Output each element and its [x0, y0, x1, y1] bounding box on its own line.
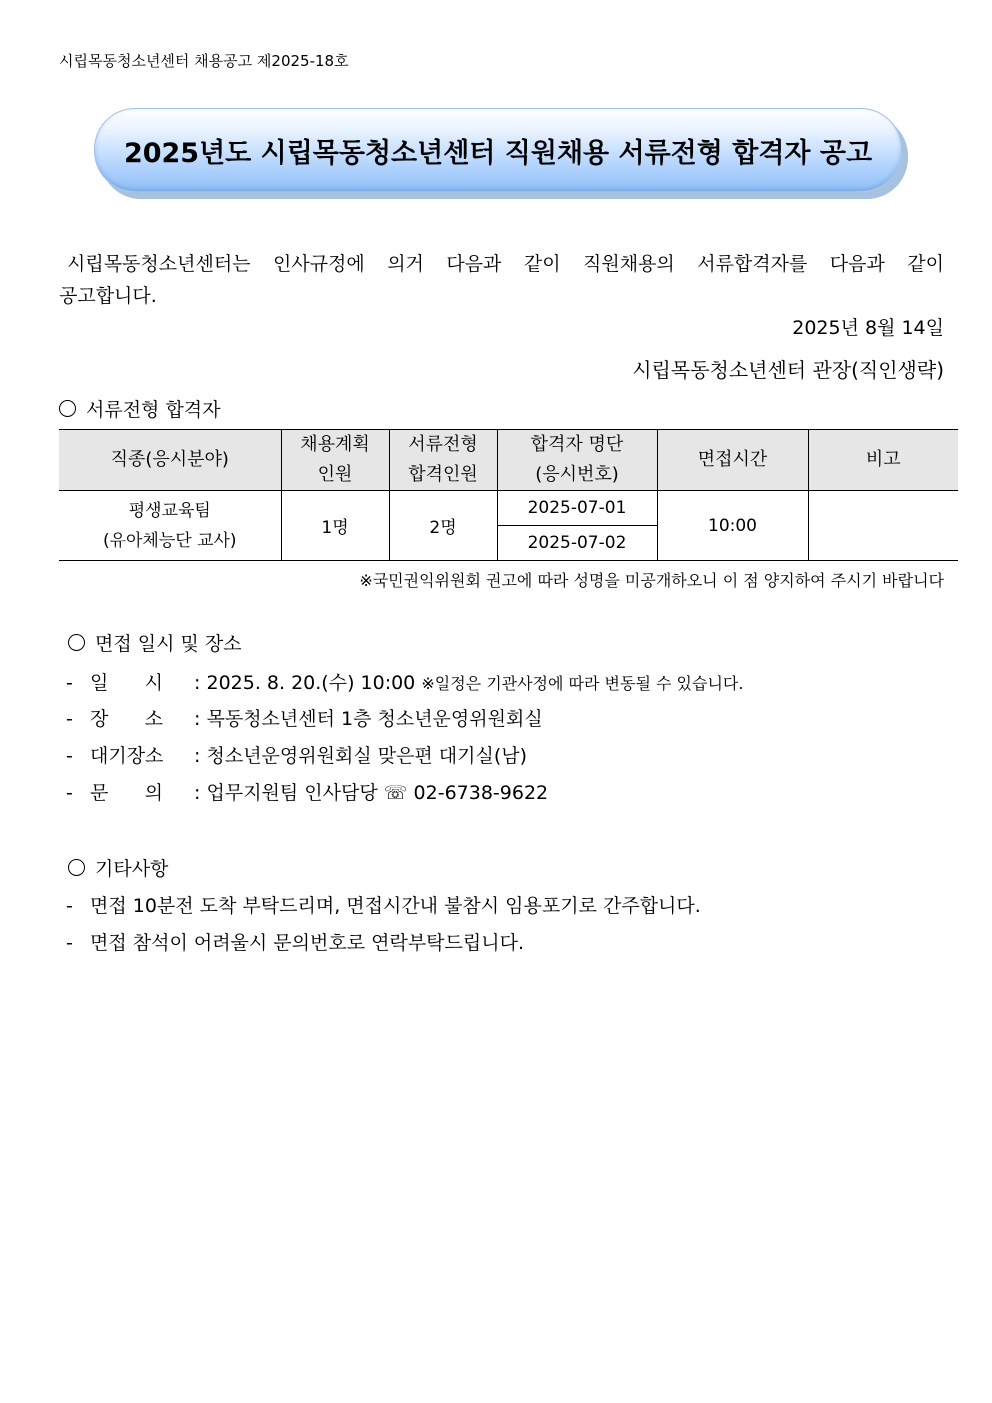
contact-info: - 문 의 : 업무지원팀 인사담당 ☏ 02-6738-9622 [66, 782, 549, 804]
table-row [59, 491, 958, 526]
section-heading-interview [68, 629, 242, 656]
col-header-time: 면접시간 [657, 430, 808, 491]
cell-job: 평생교육팀 (유아체능단 교사) [59, 491, 281, 561]
intro-paragraph [59, 248, 944, 312]
section-heading-results [59, 395, 221, 422]
interview-place: - 장 소 : 목동청소년센터 1층 청소년운영위원회실 [66, 708, 543, 730]
waiting-place: - 대기장소 : 청소년운영위원회실 맞은편 대기실(남) [66, 745, 528, 767]
page-title: 2025년도 시립목동청소년센터 직원채용 서류전형 합격자 공고 [123, 137, 873, 169]
section-title: 기타사항 [95, 858, 169, 880]
cell-plan: 1명 [281, 491, 389, 561]
col-header-candidates: 합격자 명단 (응시번호) [497, 430, 657, 491]
section-heading-other [68, 854, 168, 881]
title-banner [94, 108, 902, 192]
cell-remark [808, 491, 958, 561]
section-title: 서류전형 합격자 [86, 399, 221, 421]
cell-candidate-1: 2025-07-01 [497, 491, 657, 526]
other-item-2: - 면접 참석이 어려울시 문의번호로 연락부탁드립니다. [66, 932, 524, 954]
circle-bullet-icon [68, 859, 85, 876]
cell-time: 10:00 [657, 491, 808, 561]
privacy-note: ※국민권익위원회 권고에 따라 성명을 미공개하오니 이 점 양지하여 주시기 바랍니다 [359, 571, 944, 590]
cell-passed: 2명 [389, 491, 497, 561]
document-reference-number: 시립목동청소년센터 채용공고 제2025-18호 [59, 52, 349, 70]
intro-line-2: 공고합니다. [59, 285, 157, 307]
other-item-1: - 면접 10분전 도착 부탁드리며, 면접시간내 불참시 임용포기로 간주합니다. [66, 895, 701, 917]
results-table [59, 429, 958, 561]
col-header-passed: 서류전형 합격인원 [389, 430, 497, 491]
announcement-date: 2025년 8월 14일 [792, 317, 944, 339]
col-header-job: 직종(응시분야) [59, 430, 281, 491]
col-header-remark: 비고 [808, 430, 958, 491]
circle-bullet-icon [68, 634, 85, 651]
col-header-plan: 채용계획 인원 [281, 430, 389, 491]
table-header-row [59, 430, 958, 491]
intro-line-1: 시립목동청소년센터는 인사규정에 의거 다음과 같이 직원채용의 서류합격자를 다음과 같이 [67, 253, 944, 275]
cell-candidate-2: 2025-07-02 [497, 526, 657, 561]
section-title: 면접 일시 및 장소 [95, 633, 242, 655]
signer: 시립목동청소년센터 관장(직인생략) [632, 358, 944, 382]
interview-datetime: - 일 시 : 2025. 8. 20.(수) 10:00 ※일정은 기관사정에 따라 변동될 수 있습니다. [66, 672, 744, 694]
schedule-change-note: ※일정은 기관사정에 따라 변동될 수 있습니다. [421, 674, 744, 693]
circle-bullet-icon [59, 400, 76, 417]
